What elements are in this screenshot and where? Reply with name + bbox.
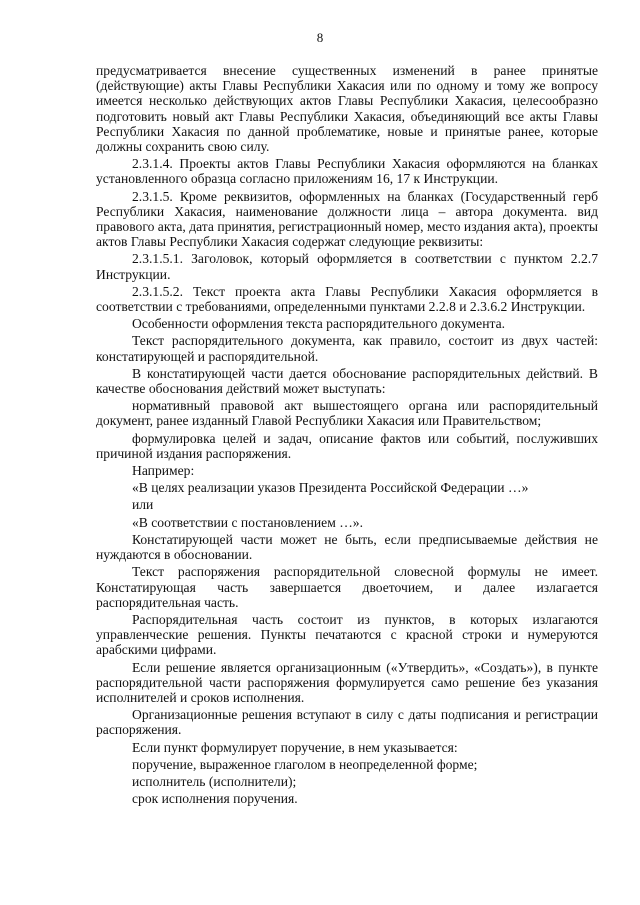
paragraph-no-formula: Текст распоряжения распорядительной словесной формулы не имеет. Констатирующая часть завершается двоеточием, и далее излагается распорядительная часть.: [96, 564, 598, 610]
document-body: [96, 63, 598, 808]
list-item-deadline: срок исполнения поручения.: [132, 791, 298, 807]
list-item-executor: исполнитель (исполнители);: [132, 773, 297, 789]
paragraph-heading-features: Особенности оформления текста распорядительного документа.: [132, 316, 506, 332]
paragraph-2-3-1-5-1: 2.3.1.5.1. Заголовок, который оформляется в соответствии с пунктом 2.2.7 Инструкции.: [96, 251, 598, 282]
paragraph-2-3-1-5: 2.3.1.5. Кроме реквизитов, оформленных на бланках (Государственный герб Республики Хакасия, наименование должности лица – автора документа. вид правового акта, дата принятия, регистрационный номер, место издания акта), проекты актов Главы Республики Хакасия содержат следующие реквизиты:: [96, 188, 598, 250]
paragraph-example-label: Например:: [132, 463, 195, 479]
paragraph-directive-part: Распорядительная часть состоит из пунктов, в которых излагаются управленческие решения. Пункты печатаются с красной строки и нумеруются арабскими цифрами.: [96, 611, 598, 658]
paragraph-instruction: Если пункт формулирует поручение, в нем указывается:: [132, 739, 458, 755]
list-item-instruction: поручение, выраженное глаголом в неопределенной форме;: [132, 756, 478, 772]
paragraph-2-3-1-5-2: 2.3.1.5.2. Текст проекта акта Главы Республики Хакасия оформляется в соответствии с требованиями, определенными пунктами 2.2.8 и 2.3.6.2 Инструкции.: [96, 283, 598, 315]
paragraph-stating-part: В констатирующей части дается обоснование распорядительных действий. В качестве обоснования действий может выступать:: [96, 365, 598, 397]
paragraph-example-1: «В целях реализации указов Президента Российской Федерации …»: [132, 480, 529, 496]
paragraph-continuation: предусматривается внесение существенных изменений в ранее принятые (действующие) акты Главы Республики Хакасия или по одному и тому же вопросу имеется несколько действующих актов Главы Республики Хакасия, целесообразно подготовить новый акт Главы Республики Хакасия, объединяющий все акты Главы Республики Хакасия по данной проблематике, новые и принятые ранее, которые должны сохранить свою силу.: [96, 63, 598, 155]
paragraph-2-3-1-4: 2.3.1.4. Проекты актов Главы Республики Хакасия оформляются на бланках установленного образца согласно приложениям 16, 17 к Инструкции.: [96, 156, 598, 187]
paragraph-no-stating-part: Констатирующей части может не быть, если предписываемые действия не нуждаются в обосновании.: [96, 531, 598, 563]
paragraph-goals: формулировка целей и задач, описание фактов или событий, послуживших причиной издания распоряжения.: [96, 430, 598, 461]
paragraph-normative-act: нормативный правовой акт вышестоящего органа или распорядительный документ, ранее изданный Главой Республики Хакасия или Правительством;: [96, 398, 598, 429]
paragraph-effective: Организационные решения вступают в силу с даты подписания и регистрации распоряжения.: [96, 707, 598, 738]
paragraph-organizational-decision: Если решение является организационным («Утвердить», «Создать»), в пункте распорядительной части распоряжения формулируется само решение без указания исполнителей и сроков исполнения.: [96, 659, 598, 705]
paragraph-example-2: «В соответствии с постановлением …».: [132, 514, 363, 530]
page-number: 8: [316, 30, 324, 45]
paragraph-text-parts: Текст распорядительного документа, как правило, состоит из двух частей: констатирующей и распорядительной.: [96, 333, 598, 364]
paragraph-or: или: [132, 497, 154, 513]
